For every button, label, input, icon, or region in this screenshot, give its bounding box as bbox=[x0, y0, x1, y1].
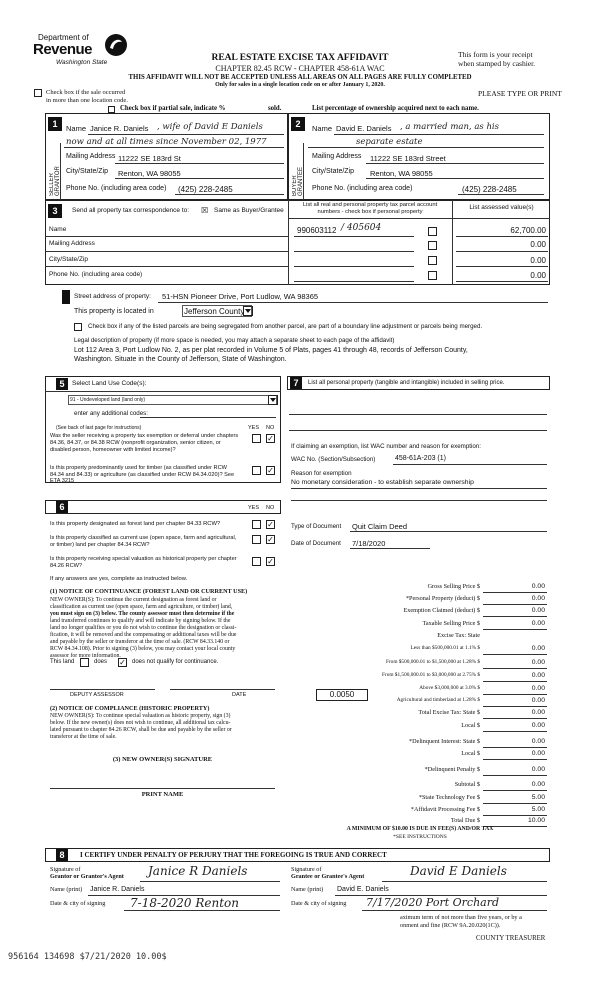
seller-name-handwritten-2: now and at all times since November 02, 1977 bbox=[66, 137, 267, 147]
buyer-city-label: City/State/Zip bbox=[312, 168, 355, 175]
section-3-number: 3 bbox=[48, 204, 62, 218]
grantee-sig-label-2: Grantee or Grantee's Agent bbox=[291, 873, 365, 880]
tax-row-label: Total Excise Tax: State $ bbox=[418, 709, 480, 716]
grantor-sig-label-1: Signature of bbox=[50, 866, 81, 873]
tax-row-value[interactable]: 0.00 bbox=[531, 672, 545, 679]
located-in-label: This property is located in bbox=[74, 308, 154, 315]
section-2-number: 2 bbox=[291, 117, 305, 131]
tax-row-label: Agricultural and timberland at 1.28% $ bbox=[396, 697, 480, 703]
local-rate[interactable]: 0.0050 bbox=[329, 690, 355, 699]
tax-row-label: Total Due $ bbox=[450, 817, 480, 824]
s5-question-2: Is this property predominantly used for timber (as classified under RCW 84.34 and 84.33) or agriculture (as classified under RCW 84.34.020)? See ETA 3215 bbox=[50, 465, 235, 484]
tax-row-value[interactable]: 0.00 bbox=[531, 620, 545, 627]
seller-address[interactable]: 11222 SE 183rd St bbox=[118, 154, 181, 163]
s6-question-1: Is this property designated as forest land per chapter 84.33 RCW? bbox=[50, 521, 221, 527]
tax-row-label: Less than $500,000.01 at 1.1% $ bbox=[410, 645, 480, 651]
seller-name-label: Name bbox=[66, 124, 87, 133]
type-print-note: PLEASE TYPE OR PRINT bbox=[478, 89, 562, 98]
if-yes-note: If any answers are yes, complete as instructed below. bbox=[50, 576, 188, 582]
tax-row-label: Local $ bbox=[461, 750, 480, 757]
new-owner-signature-label: (3) NEW OWNER(S) SIGNATURE bbox=[112, 756, 213, 763]
wac-number[interactable]: 458-61A-203 (1) bbox=[395, 455, 446, 462]
form-warning: THIS AFFIDAVIT WILL NOT BE ACCEPTED UNLESS ALL AREAS ON ALL PAGES ARE FULLY COMPLETED bbox=[128, 74, 472, 81]
receipt-note-1: This form is your receipt bbox=[458, 50, 533, 59]
tax-row-value[interactable]: 0.00 bbox=[531, 722, 545, 729]
buyer-city[interactable]: Renton, WA 98055 bbox=[370, 169, 433, 178]
parcel-number[interactable]: 990603112 bbox=[297, 226, 337, 235]
continuance-text: NEW OWNER(S): To continue the current designation as forest land or classification as current use (open space, farm and agriculture, or timber) land, you must sign on (3) below. The county assessor must then determine if the land transferred continues to qualify and will indicate by signing below. If the land no longer qualifies or you do not wish to continue the designation or classi- fication, it will be removed and the compensating or additional taxes will be due and payable by the seller or transferor at the time of sale. (RCW 84.33.140 or RCW 84.34.108). Prior to signing (3) below, you may contact your local county assessor for more information. bbox=[50, 597, 237, 659]
perjury-note-2: onment and fine (RCW 9A.20.020(1C)). bbox=[400, 922, 501, 929]
tax-row-value[interactable]: 0.00 bbox=[531, 607, 545, 614]
form-title: REAL ESTATE EXCISE TAX AFFIDAVIT bbox=[211, 53, 389, 63]
tax-row-label: From $500,000.01 to $1,500,000 at 1.28% $ bbox=[385, 659, 480, 665]
dor-logo-icon bbox=[104, 33, 128, 57]
buyer-name-handwritten-2: separate estate bbox=[356, 137, 423, 147]
grantee-sig-label-1: Signature of bbox=[291, 866, 322, 873]
doc-date[interactable]: 7/18/2020 bbox=[352, 539, 386, 548]
county-treasurer-label: COUNTY TREASURER bbox=[476, 935, 546, 942]
tax-row-value[interactable]: 0.00 bbox=[531, 709, 545, 716]
partial-sale-checkbox[interactable] bbox=[108, 106, 115, 113]
personal-property-label: List all personal property (tangible and intangible) included in selling price. bbox=[308, 380, 505, 386]
section-8-number: 8 bbox=[56, 849, 68, 861]
segregation-label: Check box if any of the listed parcels are being segregated from another parcel, are part of a boundary line adjustment or parcels being merged. bbox=[88, 323, 483, 330]
deputy-assessor-label: DEPUTY ASSESSOR bbox=[70, 692, 124, 698]
buyer-phone[interactable]: (425) 228-2485 bbox=[462, 185, 517, 194]
dept-state: Washington State bbox=[56, 59, 108, 66]
section-4-marker bbox=[62, 290, 70, 304]
tax-row-value[interactable]: 5.00 bbox=[531, 794, 545, 801]
land-does-label: does bbox=[94, 659, 108, 665]
same-as-buyer-label: Same as Buyer/Grantee bbox=[214, 207, 284, 214]
s5-q1-no-checkbox[interactable]: ✓ bbox=[267, 434, 274, 443]
grantee-signature[interactable]: David E Daniels bbox=[410, 864, 507, 878]
land-does-not-label: does not qualify for continuance. bbox=[132, 659, 219, 665]
tax-row-label: Local $ bbox=[461, 722, 480, 729]
seller-phone[interactable]: (425) 228-2485 bbox=[178, 185, 233, 194]
tax-row-value[interactable]: 0.00 bbox=[531, 738, 545, 745]
recording-stamp: 956164 134698 $7/21/2020 10.00$ bbox=[8, 952, 167, 962]
grantor-name-label: Name (print) bbox=[50, 886, 83, 893]
s5-q1-yes-checkbox[interactable] bbox=[252, 434, 261, 443]
section-5-number: 5 bbox=[56, 378, 68, 390]
seller-phone-label: Phone No. (including area code) bbox=[66, 185, 167, 192]
seller-city-label: City/State/Zip bbox=[66, 168, 109, 175]
tax-row-value[interactable]: 0.00 bbox=[531, 781, 545, 788]
personal-property-checkbox-1[interactable] bbox=[428, 227, 437, 236]
tax-row-label: *Affidavit Processing Fee $ bbox=[410, 806, 480, 813]
street-address-label: Street address of property: bbox=[74, 293, 151, 300]
historic-title: (2) NOTICE OF COMPLIANCE (HISTORIC PROPERTY) bbox=[50, 705, 210, 712]
tax-row-label: *Delinquent Penalty $ bbox=[424, 766, 480, 773]
parcel-handwritten: / 405604 bbox=[341, 223, 382, 233]
additional-codes-label: enter any additional codes: bbox=[74, 410, 148, 417]
buyer-name-label: Name bbox=[312, 124, 333, 133]
historic-text: NEW OWNER(S): To continue special valuation as historic property, sign (3) below. If the new owner(s) does not wish to continue, all additional tax calcu- lated pursuant to chapter 84.26 RCW, shall be due and payable by the seller or transferor at the time of sale. bbox=[50, 713, 232, 740]
legal-description-line-1[interactable]: Lot 112 Area 3, Port Ludlow No. 2, as per plat recorded in Volume 5 of Plats, pages 41 through 48, records of Jefferson County, bbox=[74, 347, 468, 354]
multi-location-checkbox[interactable] bbox=[34, 89, 42, 97]
grantor-date-city[interactable]: 7-18-2020 Renton bbox=[130, 896, 240, 910]
legal-description-label: Legal description of property (if more space is needed, you may attach a separate sheet to each page of the affidavit) bbox=[74, 337, 395, 344]
s5-q2-yes-checkbox[interactable] bbox=[252, 466, 261, 475]
buyer-address[interactable]: 11222 SE 183rd Street bbox=[370, 154, 446, 163]
grantee-name[interactable]: David E. Daniels bbox=[337, 886, 389, 893]
tax-row-label: *State Technology Fee $ bbox=[418, 794, 480, 801]
multi-location-label-2: in more than one location code. bbox=[46, 97, 128, 104]
sales-note: Only for sales in a single location code on or after January 1, 2020. bbox=[215, 82, 385, 88]
s6-question-3: Is this property receiving special valuation as historical property per chapter 84.26 RCW? bbox=[50, 556, 237, 569]
section-7-number: 7 bbox=[290, 377, 302, 389]
exemption-label: If claiming an exemption, list WAC number and reason for exemption: bbox=[291, 443, 481, 450]
tax-row-label: Taxable Selling Price $ bbox=[422, 620, 480, 627]
s6-q1-no-checkbox[interactable]: ✓ bbox=[267, 520, 274, 529]
partial-sale-sold: sold. bbox=[268, 105, 282, 112]
same-as-buyer-checkbox[interactable]: ☒ bbox=[201, 206, 209, 215]
s6-no-header: NO bbox=[266, 505, 275, 511]
legal-description-line-2[interactable]: Washington. Situate in the County of Jefferson, State of Washington. bbox=[74, 356, 287, 363]
s5-no-header: NO bbox=[266, 425, 275, 431]
tax-row-label: Subtotal $ bbox=[454, 781, 480, 788]
grantee-date-city[interactable]: 7/17/2020 Port Orchard bbox=[366, 896, 500, 909]
seller-name-handwritten: , wife of David E Daniels bbox=[157, 122, 263, 132]
buyer-name-handwritten: , a married man, as his bbox=[400, 122, 500, 132]
land-does-not-checkbox[interactable]: ✓ bbox=[119, 658, 126, 667]
ownership-note: List percentage of ownership acquired next to each name. bbox=[312, 105, 479, 112]
s6-q3-yes-checkbox[interactable] bbox=[252, 557, 261, 566]
grantor-signature[interactable]: Janice R Daniels bbox=[148, 864, 248, 878]
assessed-value-4[interactable]: 0.00 bbox=[530, 271, 546, 280]
doc-type-label: Type of Document bbox=[291, 523, 342, 530]
tax-row-value[interactable]: 10.00 bbox=[527, 817, 545, 824]
tax-row-label: *Delinquent Interest: State $ bbox=[409, 738, 480, 745]
seller-address-label: Mailing Address bbox=[66, 153, 116, 160]
s6-yes-header: YES bbox=[248, 505, 260, 511]
tax-row-value[interactable]: 5.00 bbox=[531, 806, 545, 813]
see-back-note: (See back of last page for instructions) bbox=[56, 425, 142, 431]
buyer-side-label: BUYER GRANTEE bbox=[292, 166, 304, 196]
seller-name[interactable]: Janice R. Daniels bbox=[90, 124, 149, 133]
s6-q3-no-checkbox[interactable]: ✓ bbox=[267, 557, 274, 566]
multi-location-label-1: Check box if the sale occurred bbox=[46, 89, 126, 96]
tax-row-label: Above $3,000,000 at 3.0% $ bbox=[419, 685, 480, 691]
tax-row-value[interactable]: 0.00 bbox=[531, 595, 545, 602]
s6-q1-yes-checkbox[interactable] bbox=[252, 520, 261, 529]
tax-row-label: *Personal Property (deduct) $ bbox=[405, 595, 480, 602]
s6-q2-yes-checkbox[interactable] bbox=[252, 535, 261, 544]
grantee-date-label: Date & city of signing bbox=[291, 900, 347, 907]
s3-address-label: Mailing Address bbox=[49, 240, 95, 247]
continuance-title: (1) NOTICE OF CONTINUANCE (FOREST LAND OR CURRENT USE) bbox=[50, 588, 248, 595]
reason-label: Reason for exemption bbox=[291, 470, 352, 477]
s3-city-label: City/State/Zip bbox=[49, 256, 89, 263]
segregation-checkbox[interactable] bbox=[74, 323, 82, 331]
s6-q2-no-checkbox[interactable]: ✓ bbox=[267, 535, 274, 544]
buyer-name[interactable]: David E. Daniels bbox=[336, 124, 392, 133]
personal-property-checkbox-3[interactable] bbox=[428, 256, 437, 265]
tax-row-value[interactable]: 0.00 bbox=[531, 685, 545, 692]
s5-question-1: Was the seller receiving a property tax exemption or deferral under chapters 84.36, 84.37, or 84.38 RCW (nonprofit organization, senior citizen, or disabled person, homeowner with limited income)? bbox=[50, 433, 239, 453]
s5-q2-no-checkbox[interactable]: ✓ bbox=[267, 466, 274, 475]
section-1-number: 1 bbox=[48, 117, 62, 131]
perjury-note-1: aximum term of not more than five years, or by a bbox=[400, 914, 522, 921]
assessed-header: List assessed value(s) bbox=[469, 204, 534, 211]
s6-question-2: Is this property classified as current use (open space, farm and agricultural, or timber) land per chapter 84.34 RCW? bbox=[50, 535, 237, 548]
tax-row-label: Gross Selling Price $ bbox=[427, 583, 480, 590]
assessed-value-3[interactable]: 0.00 bbox=[530, 256, 546, 265]
tax-row-value[interactable]: 0.00 bbox=[531, 645, 545, 652]
personal-property-checkbox-4[interactable] bbox=[428, 271, 437, 280]
section-6-header bbox=[45, 500, 281, 514]
tax-row-label: From $1,500,000.01 to $3,000,000 at 2.75% $ bbox=[382, 672, 480, 678]
dept-name: Revenue bbox=[33, 41, 93, 58]
doc-type[interactable]: Quit Claim Deed bbox=[352, 522, 408, 531]
county-select[interactable]: Jefferson County bbox=[184, 307, 245, 316]
tax-row-value[interactable]: 0.00 bbox=[531, 697, 545, 704]
parcel-header: List all real and personal property tax parcel account numbers - check box if personal property bbox=[302, 202, 438, 215]
print-name-label: PRINT NAME bbox=[141, 791, 184, 798]
form-chapter: CHAPTER 82.45 RCW - CHAPTER 458-61A WAC bbox=[215, 64, 385, 73]
grantor-sig-label-2: Grantor or Grantor's Agent bbox=[50, 873, 124, 880]
receipt-note-2: when stamped by cashier. bbox=[458, 59, 536, 68]
minimum-due-note: A MINIMUM OF $10.00 IS DUE IN FEE(S) AND/OR TAX bbox=[346, 826, 494, 832]
assessed-value-1[interactable]: 62,700.00 bbox=[510, 226, 546, 235]
land-use-dropdown-chevron-icon[interactable] bbox=[268, 395, 278, 405]
assessed-value-2[interactable]: 0.00 bbox=[530, 240, 546, 249]
certification-statement: I CERTIFY UNDER PENALTY OF PERJURY THAT THE FOREGOING IS TRUE AND CORRECT bbox=[80, 851, 387, 859]
exemption-reason[interactable]: No monetary consideration - to establish separate ownership bbox=[291, 479, 474, 486]
s3-name-label: Name bbox=[49, 226, 67, 233]
wac-label: WAC No. (Section/Subsection) bbox=[291, 456, 376, 463]
doc-date-label: Date of Document bbox=[291, 540, 341, 547]
grantor-date-label: Date & city of signing bbox=[50, 900, 106, 907]
tax-row-label: Exemption Claimed (deduct) $ bbox=[403, 607, 480, 614]
buyer-address-label: Mailing Address bbox=[312, 153, 362, 160]
tax-row-value[interactable]: 0.00 bbox=[531, 750, 545, 757]
correspondence-label: Send all property tax correspondence to: bbox=[72, 207, 190, 214]
section-6-number: 6 bbox=[56, 501, 68, 513]
buyer-phone-label: Phone No. (including area code) bbox=[312, 185, 413, 192]
land-does-checkbox[interactable] bbox=[80, 658, 89, 667]
grantor-name[interactable]: Janice R. Daniels bbox=[90, 886, 145, 893]
grantee-name-label: Name (print) bbox=[291, 886, 324, 893]
dept-line: Department of bbox=[38, 33, 89, 42]
personal-property-checkbox-2[interactable] bbox=[428, 241, 437, 250]
seller-side-label: SELLER GRANTOR bbox=[49, 166, 61, 196]
county-dropdown-chevron-icon[interactable] bbox=[243, 306, 253, 316]
s5-yes-header: YES bbox=[248, 425, 260, 431]
street-address[interactable]: 51-HSN Pioneer Drive, Port Ludlow, WA 98365 bbox=[162, 292, 319, 301]
see-instructions-note: *SEE INSTRUCTIONS bbox=[393, 834, 447, 840]
tax-row-value[interactable]: 0.00 bbox=[531, 659, 545, 666]
seller-city[interactable]: Renton, WA 98055 bbox=[118, 169, 181, 178]
tax-row-label: Excise Tax: State bbox=[437, 632, 480, 639]
s3-phone-label: Phone No. (including area code) bbox=[49, 271, 143, 278]
tax-row-value[interactable]: 0.00 bbox=[531, 766, 545, 773]
tax-row-value[interactable]: 0.00 bbox=[531, 583, 545, 590]
partial-sale-label: Check box if partial sale, indicate % bbox=[120, 105, 226, 112]
land-use-select[interactable]: 91 - Undeveloped land (land only) bbox=[70, 397, 146, 403]
deputy-date-label: DATE bbox=[232, 692, 247, 698]
land-qualify-label: This land bbox=[50, 659, 75, 665]
land-use-label: Select Land Use Code(s): bbox=[72, 380, 147, 387]
